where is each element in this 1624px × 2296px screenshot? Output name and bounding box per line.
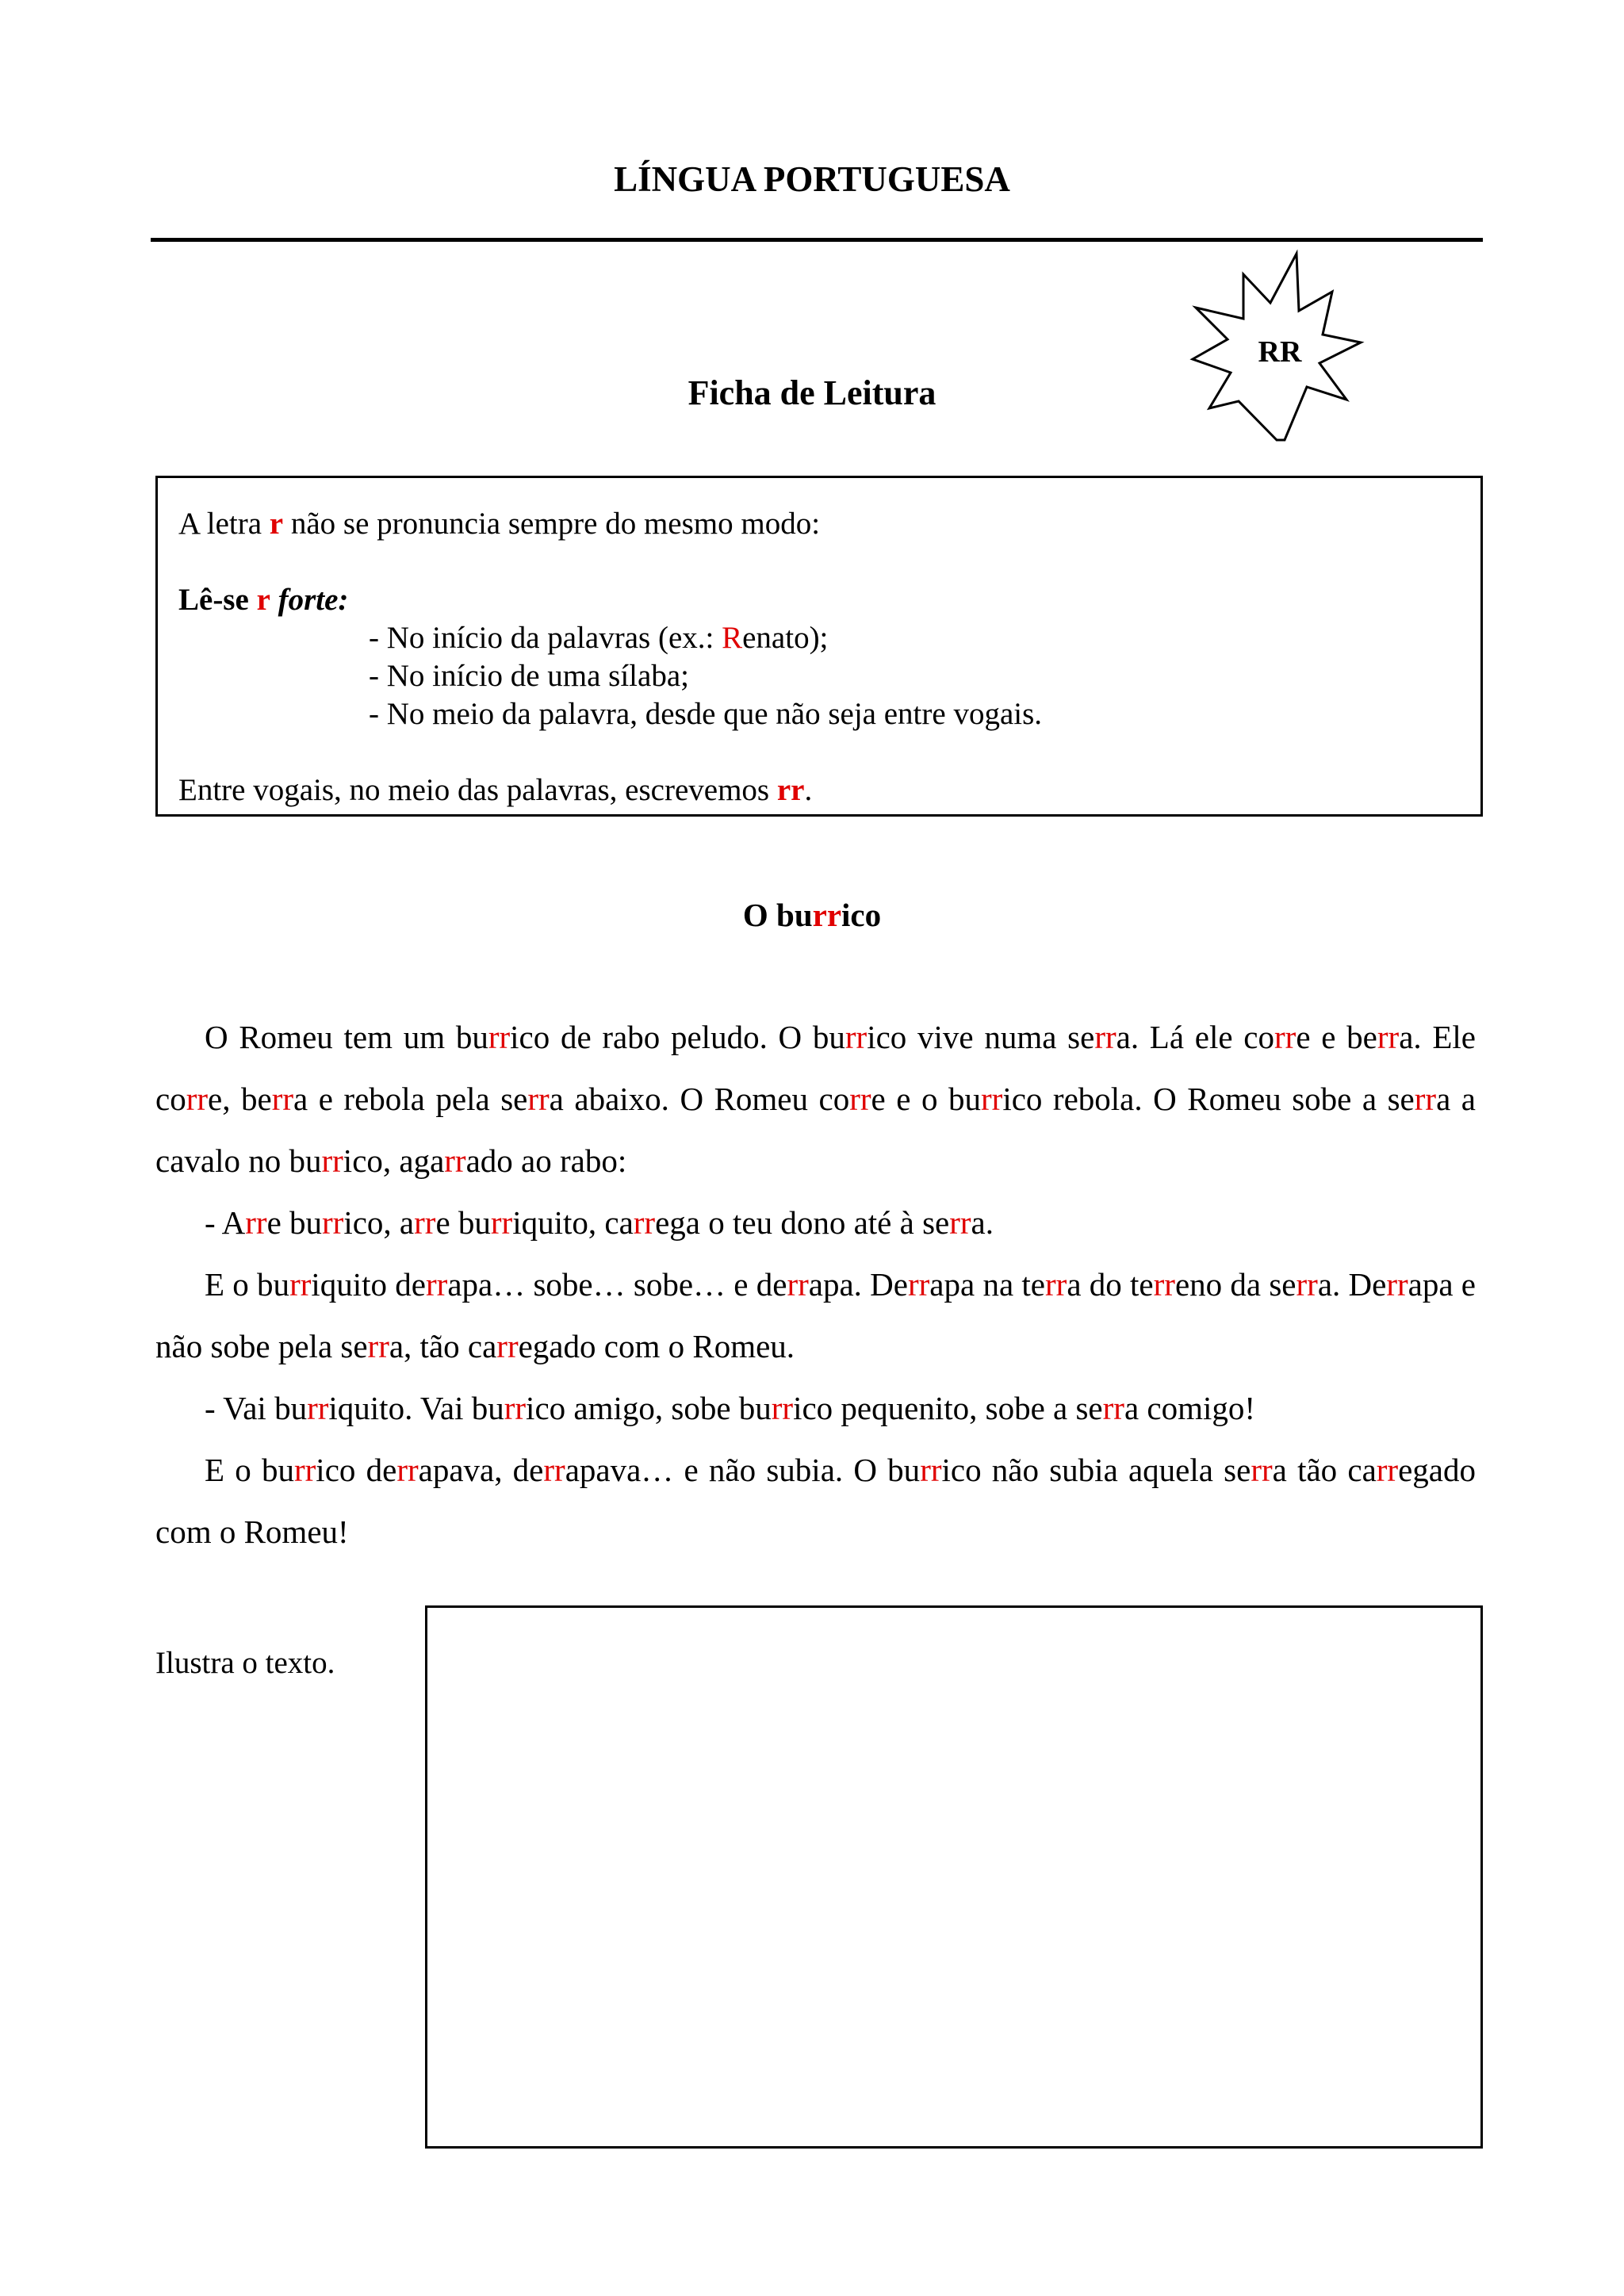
- rule-bullet-1: - No início da palavras (ex.: Renato);: [369, 621, 829, 655]
- rule-line-1: A letra r não se pronuncia sempre do mesmo modo:: [178, 507, 821, 541]
- story-paragraph-1: O Romeu tem um burrico de rabo peludo. O burrico vive numa serra. Lá ele corre e berra. Ele corre, berra e rebola pela serra abaixo. O Romeu corre e o burrico rebola. O Romeu sobe a serra a cavalo no burrico, agarrado ao rabo:: [155, 1019, 1476, 1179]
- story-paragraph-4: - Vai burriquito. Vai burrico amigo, sobe burrico pequenito, sobe a serra comigo!: [205, 1390, 1256, 1426]
- rule-explanation-box: [155, 476, 1483, 817]
- story-paragraph-5: E o burrico derrapava, derrapava… e não subia. O burrico não subia aquela serra tão carregado com o Romeu!: [155, 1452, 1476, 1550]
- badge-label: RR: [1258, 335, 1302, 369]
- rule-bullet-2: - No início de uma sílaba;: [369, 659, 689, 693]
- illustration-drawing-area[interactable]: [425, 1605, 1483, 2149]
- page-header-title: LÍNGUA PORTUGUESA: [614, 159, 1010, 199]
- sheet-title: Ficha de Leitura: [688, 373, 936, 412]
- story-paragraph-2: - Arre burrico, arre burriquito, carrega o teu dono até à serra.: [205, 1204, 994, 1241]
- header-divider: [151, 238, 1483, 242]
- rule-line-3: Entre vogais, no meio das palavras, escrevemos rr.: [178, 773, 813, 807]
- starburst-icon: [1182, 246, 1372, 460]
- story-text: [155, 1006, 1476, 1563]
- rule-bullet-3: - No meio da palavra, desde que não seja entre vogais.: [369, 697, 1043, 731]
- rule-line-2: Lê-se r forte:: [178, 583, 349, 617]
- story-paragraph-3: E o burriquito derrapa… sobe… sobe… e derrapa. Derrapa na terra do terreno da serra. Derrapa e não sobe pela serra, tão carregado com o Romeu.: [155, 1266, 1476, 1364]
- illustration-instruction: Ilustra o texto.: [155, 1646, 335, 1680]
- story-title: O burrico: [742, 897, 882, 933]
- rr-burst-badge: [1182, 246, 1372, 460]
